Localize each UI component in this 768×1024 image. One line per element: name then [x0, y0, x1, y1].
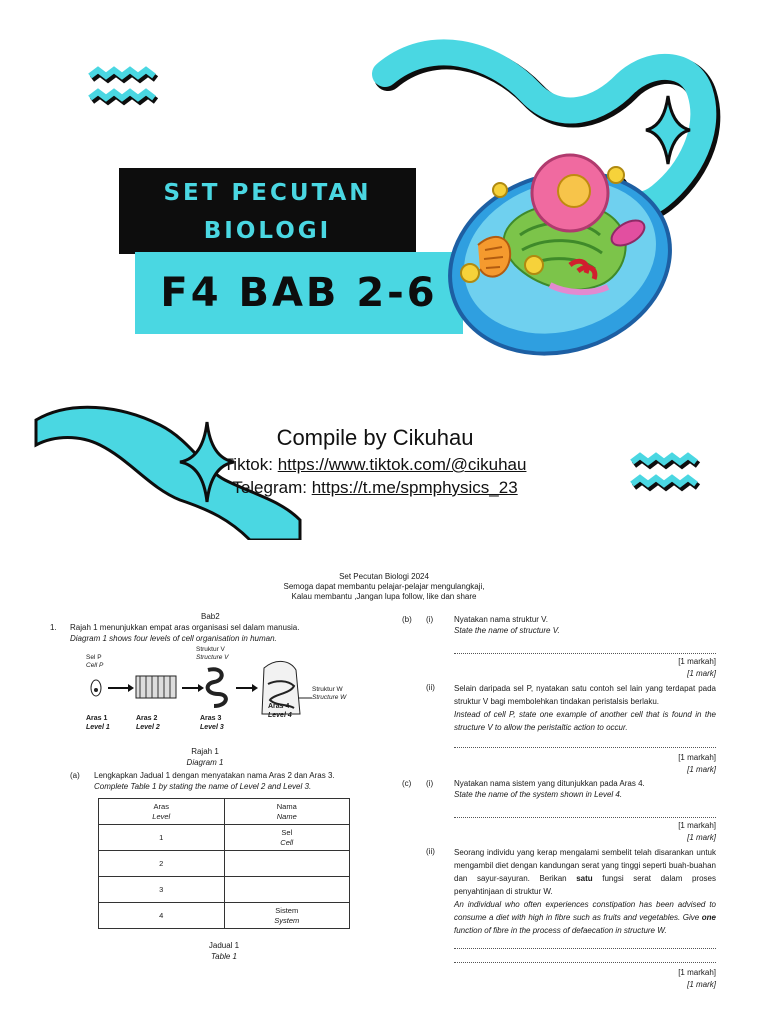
table-cell-answer[interactable]	[224, 877, 350, 903]
chapter-label: Bab2	[201, 612, 220, 621]
telegram-line	[160, 476, 590, 499]
level-2-label: Aras 2 Level 2	[136, 715, 160, 731]
question-text-en: State the name of structure V.	[454, 626, 560, 635]
question-text-en: State the name of the system shown in Level 4.	[454, 790, 623, 799]
mark-ms: [1 markah]	[678, 657, 716, 666]
table-cell-level: 4	[99, 903, 225, 929]
question-text-ms: Rajah 1 menunjukkan empat aras organisasi sel dalam manusia.	[70, 623, 300, 632]
label-cell-p: Sel P Cell P	[86, 654, 104, 669]
table-cell-name: Sistem System	[224, 903, 350, 929]
level-3-label: Aras 3 Level 3	[200, 715, 224, 731]
table-cell-level: 1	[99, 825, 225, 851]
question-text-en: Diagram 1 shows four levels of cell organisation in human.	[70, 634, 277, 643]
tiktok-label: Tiktok:	[223, 455, 273, 474]
answer-line[interactable]	[454, 937, 716, 949]
subquestion-label: (a)	[70, 771, 80, 780]
part-label: (i)	[426, 615, 434, 624]
part-label: (ii)	[426, 683, 435, 692]
exam-header	[50, 572, 718, 602]
question-text-en: An individual who often experiences constipation has been advised to consume a diet with high in fibre such as fruits and vegetables. Give one function of fibre in the process of defaecation in structure W.	[454, 900, 716, 935]
subquestion-text-ms: Lengkapkan Jadual 1 dengan menyatakan nama Aras 2 dan Aras 3.	[94, 771, 335, 780]
telegram-link[interactable]: https://t.me/spmphysics_23	[311, 478, 518, 497]
question-text-ms: Selain daripada sel P, nyatakan satu contoh sel lain yang terdapat pada struktur V bagi membolehkan tindakan peristalsis berlaku.	[454, 684, 716, 706]
table-caption: Jadual 1 Table 1	[208, 941, 240, 961]
header-line: Kalau membantu ,Jangan lupa follow, like dan share	[291, 592, 477, 601]
subtitle-box	[135, 252, 463, 334]
question-number: 1.	[50, 623, 57, 632]
animal-cell-image	[440, 145, 690, 365]
table-cell-name: Sel Cell	[224, 825, 350, 851]
mark-en: [1 mark]	[687, 669, 716, 678]
exam-page	[50, 572, 718, 1024]
subquestion-label: (c)	[402, 779, 412, 788]
credits	[160, 423, 590, 499]
answer-line[interactable]	[454, 736, 716, 748]
table-cell-level: 2	[99, 851, 225, 877]
answer-line[interactable]	[454, 642, 716, 654]
subtitle: F4 BAB 2-6	[160, 270, 438, 316]
question-text-ms: Seorang individu yang kerap mengalami sembelit telah disarankan untuk mengambil diet dengan kandungan serat yang tinggi seperti buah-buahan dan sayur-sayuran. Berikan satu fungsi serat dalam proses penyahtinjaan di struktur W.	[454, 848, 716, 896]
compile-by: Compile by Cikuhau	[276, 425, 474, 450]
question-text-en: Instead of cell P, state one example of another cell that is found in the structure V to allow the peristaltic action to occur.	[454, 710, 716, 732]
left-column	[50, 622, 360, 961]
table-cell-answer[interactable]	[224, 851, 350, 877]
part-label: (ii)	[426, 847, 435, 856]
table-row	[99, 903, 350, 929]
question-1c-ii	[402, 846, 716, 937]
title-line-2: BIOLOGI	[203, 218, 332, 244]
zigzag-icon	[632, 456, 698, 487]
level-4-label: Aras 4 Level 4	[268, 703, 292, 719]
title-box	[119, 168, 416, 254]
zigzag-icon	[90, 70, 156, 101]
table-cell-level: 3	[99, 877, 225, 903]
diagram-caption: Rajah 1 Diagram 1	[186, 747, 224, 767]
header-line: Set Pecutan Biologi 2024	[339, 572, 429, 581]
mark-ms: [1 markah]	[678, 821, 716, 830]
diagram-1	[50, 648, 360, 746]
telegram-label: Telegram:	[232, 478, 307, 497]
question-1a	[50, 770, 360, 792]
question-1	[50, 622, 360, 644]
part-label: (i)	[426, 779, 434, 788]
subquestion-label: (b)	[402, 615, 412, 624]
question-1c-i	[402, 778, 716, 800]
answer-line[interactable]	[454, 806, 716, 818]
table-row	[99, 877, 350, 903]
question-text-ms: Nyatakan nama struktur V.	[454, 615, 548, 624]
table-row	[99, 851, 350, 877]
header-line: Semoga dapat membantu pelajar-pelajar mengulangkaji,	[283, 582, 485, 591]
table-header-name: Nama Name	[224, 799, 350, 825]
table-header-level: Aras Level	[99, 799, 225, 825]
label-structure-w: Struktur W Structure W	[312, 686, 347, 701]
table-row	[99, 825, 350, 851]
question-1b-i	[402, 614, 716, 636]
table-1	[98, 798, 350, 929]
answer-line[interactable]	[454, 951, 716, 963]
question-1b-ii	[402, 682, 716, 734]
mark-en: [1 mark]	[687, 765, 716, 774]
question-text-ms: Nyatakan nama sistem yang ditunjukkan pada Aras 4.	[454, 779, 645, 788]
right-column	[402, 614, 716, 991]
title-line-1: SET PECUTAN	[163, 180, 372, 206]
tiktok-link[interactable]: https://www.tiktok.com/@cikuhau	[277, 455, 527, 474]
mark-ms: [1 markah]	[678, 753, 716, 762]
label-structure-v: Struktur V Structure V	[196, 646, 229, 661]
mark-en: [1 mark]	[687, 833, 716, 842]
level-1-label: Aras 1 Level 1	[86, 715, 110, 731]
mark-ms: [1 markah]	[678, 968, 716, 977]
tiktok-line	[160, 453, 590, 476]
table-header-row	[99, 799, 350, 825]
subquestion-text-en: Complete Table 1 by stating the name of Level 2 and Level 3.	[94, 782, 312, 791]
mark-en: [1 mark]	[687, 980, 716, 989]
